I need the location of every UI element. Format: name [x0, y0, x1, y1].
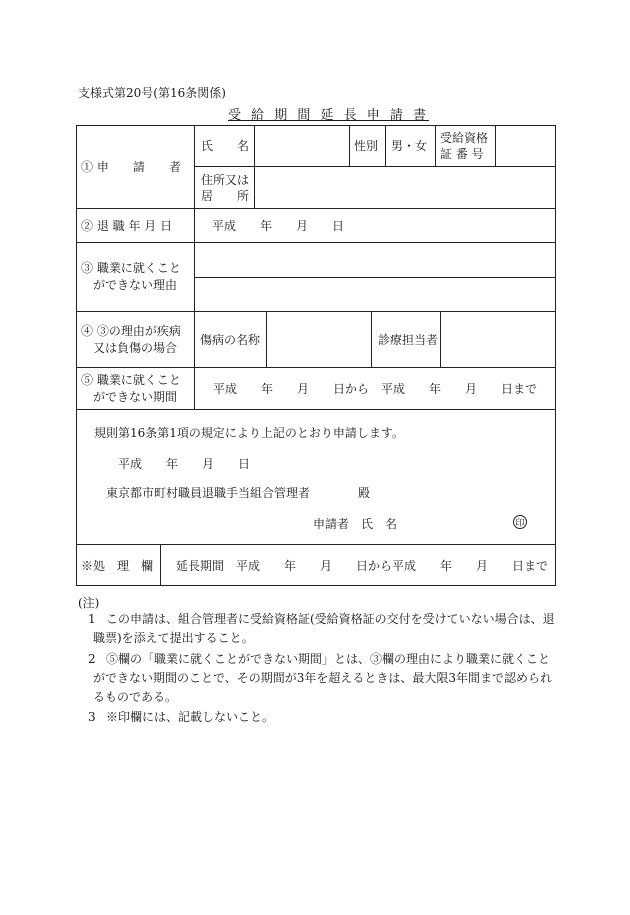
addressee: 東京都市町村職員退職手当組合管理者 殿: [106, 486, 371, 500]
applicant-col-divider: [349, 125, 350, 166]
note-number: 3: [88, 710, 96, 724]
reason-label-line1: ③ 職業に就くこと: [81, 261, 181, 275]
address-label-line1: 住所又は: [201, 172, 250, 187]
application-form-table: [76, 125, 556, 586]
note-text: ができない期間のことで、その期間が3年を超えるときは、最大限3年間まで認められ: [93, 671, 553, 685]
reason-label-line2: ができない理由: [93, 278, 178, 292]
note-text: ※印欄には、記載しないこと。: [106, 710, 275, 724]
note-text: 職票)を添えて提出すること。: [93, 631, 254, 645]
period-label: [81, 368, 193, 409]
processing-label: ※処 理 欄: [81, 558, 154, 573]
processing-col-divider: [160, 544, 161, 586]
illness-col-divider: [371, 311, 372, 367]
row-divider: [76, 409, 556, 410]
frame-right: [555, 125, 556, 586]
form-title: 受 給 期 間 延 長 申 請 書: [228, 108, 430, 123]
cert-label-line2: 証 番 号: [440, 147, 484, 161]
retirement-date-field[interactable]: 平成 年 月 日: [212, 219, 345, 233]
declaration-text: 規則第16条第1項の規定により上記のとおり申請します。: [94, 426, 404, 440]
form-number: 支様式第20号(第16条関係): [78, 86, 226, 100]
applicant-col-divider: [435, 125, 436, 166]
illness-label: [81, 312, 193, 367]
note-number: 2: [88, 652, 96, 666]
note-text: ⑤欄の「職業に就くことができない期間」とは、③欄の理由により職業に就くこと: [106, 652, 551, 666]
cert-label-line1: 受給資格: [440, 131, 489, 145]
address-label: [201, 167, 253, 208]
period-field[interactable]: 平成 年 月 日から 平成 年 月 日まで: [213, 382, 538, 396]
reason-field-line2[interactable]: [195, 278, 555, 311]
name-field[interactable]: [255, 126, 348, 165]
illness-label-line2: 又は負傷の場合: [93, 340, 178, 355]
note-text: るものである。: [93, 690, 178, 704]
gender-label: 性別: [354, 139, 379, 153]
period-label-line1: ⑤ 職業に就くこと: [81, 372, 181, 387]
notes-header: (注): [78, 596, 100, 610]
declaration-date[interactable]: 平成 年 月 日: [118, 457, 251, 471]
illness-label-line1: ④ ③の理由が疾病: [81, 323, 181, 338]
frame-bottom: [76, 585, 556, 586]
processing-extension-period: 延長期間 平成 年 月 日から平成 年 月 日まで: [176, 558, 549, 573]
reason-label: [81, 243, 193, 311]
note-text: この申請は、組合管理者に受給資格証(受給資格証の交付を受けていない場合は、退: [106, 612, 555, 626]
cert-number-field[interactable]: [496, 126, 555, 165]
seal-mark: 印: [513, 515, 527, 529]
retirement-date-label: ② 退 職 年 月 日: [81, 219, 173, 233]
disease-name-field[interactable]: [267, 312, 370, 367]
gender-options[interactable]: 男・女: [391, 139, 428, 153]
name-label: 氏 名: [201, 139, 250, 153]
reason-field-line1[interactable]: [195, 243, 555, 277]
applicant-col-divider: [385, 125, 386, 166]
disease-name-label: 傷病の名称: [200, 333, 261, 347]
frame-left: [76, 125, 77, 586]
address-label-line2: 居 所: [201, 188, 250, 203]
signature-label: 申請者 氏 名: [313, 517, 398, 531]
doctor-label: 診療担当者: [378, 333, 439, 347]
note-number: 1: [88, 612, 96, 626]
address-field[interactable]: [255, 167, 555, 208]
doctor-field[interactable]: [441, 312, 555, 367]
cert-number-label: [440, 127, 496, 165]
applicant-section-label: ① 申 請 者: [81, 160, 181, 174]
period-label-line2: ができない期間: [93, 389, 178, 404]
